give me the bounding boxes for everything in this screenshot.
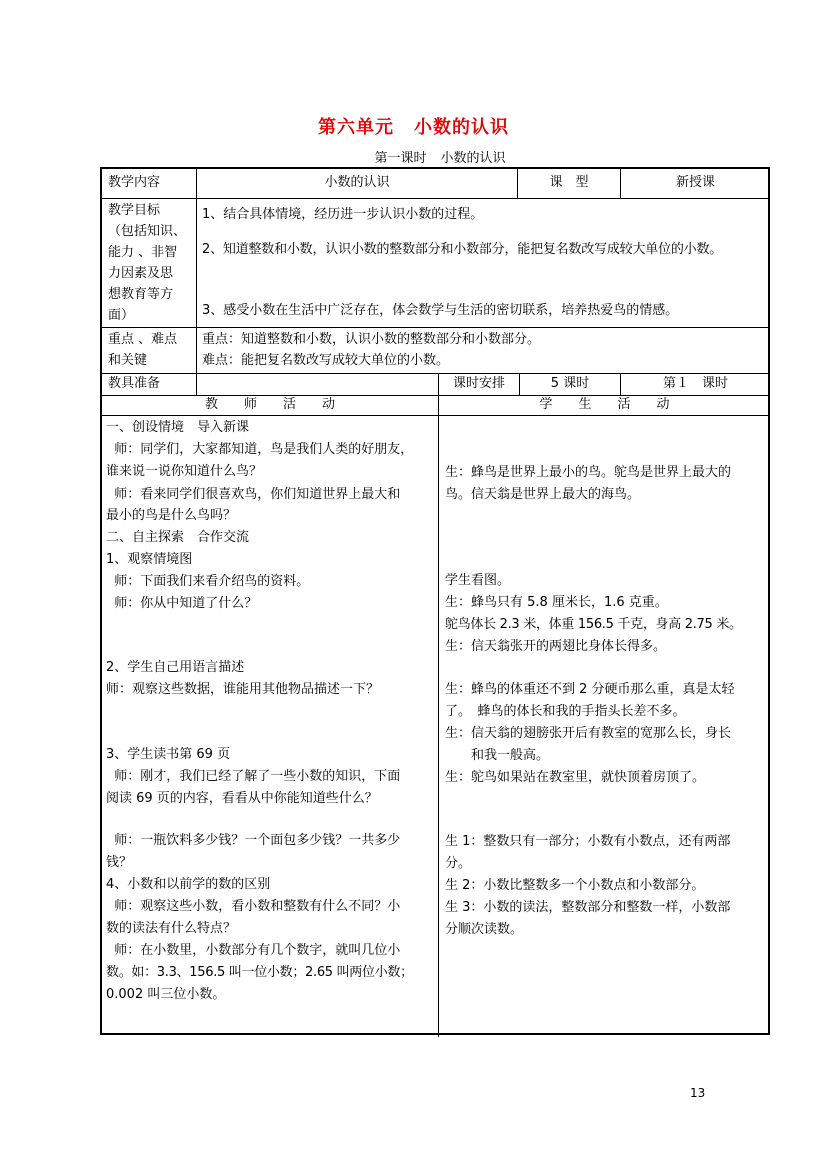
lesson-name: 小数的认识 (440, 151, 506, 166)
type-value: 新授课 (675, 175, 715, 190)
teacher-line: 师：你从中知道了什么？ (106, 596, 258, 611)
teacher-line: 钱？ (106, 855, 133, 870)
col-divider (196, 373, 197, 395)
objective-item: 2、知道整数和小数，认识小数的整数部分和小数部分，能把复名数改写成较大单位的小数。 (202, 242, 723, 257)
student-line: 鸵鸟体长 2.3 米，体重 156.5 千克，身高 2.75 米。 (445, 617, 742, 632)
student-line: 了。 蜂鸟的体长和我的手指头长差不多。 (445, 704, 686, 719)
teacher-line: 一、创设情境 导入新课 (106, 420, 250, 435)
student-line: 生 3：小数的读法，整数部分和整数一样，小数部 (445, 900, 731, 915)
teacher-line: 1、观察情境图 (106, 552, 193, 567)
teacher-line: 谁来说一说你知道什么鸟？ (106, 464, 263, 479)
student-line: 生：鸵鸟如果站在教室里，就快顶着房顶了。 (445, 770, 706, 785)
student-line: 生 2：小数比整数多一个小数点和小数部分。 (445, 878, 705, 893)
student-activity-header: 学 生 活 动 (539, 397, 670, 412)
current-hour: 第１ 课时 (662, 376, 728, 391)
teacher-line: 师：下面我们来看介绍鸟的资料。 (106, 574, 310, 589)
objectives-label (108, 200, 186, 326)
teacher-line: 2、学生自己用语言描述 (106, 660, 245, 675)
student-line: 生 1：整数只有一部分；小数有小数点，还有两部 (445, 834, 731, 849)
page-number: 13 (690, 1086, 706, 1100)
content-value: 小数的认识 (324, 175, 390, 190)
objective-item: 3、感受小数在生活中广泛存在，体会数学与生活的密切联系，培养热爱鸟的情感。 (202, 303, 679, 318)
schedule-label: 课时安排 (452, 376, 505, 391)
teacher-line: 师：在小数里，小数部分有几个数字，就叫几位小 (106, 943, 401, 958)
student-line: 生：信天翁的翅膀张开后有教室的宽那么长，身长 (445, 726, 732, 741)
teacher-line: 3、学生读书第 69 页 (106, 747, 231, 762)
student-line: 生：信天翁张开的两翅比身体长得多。 (445, 639, 667, 654)
keypoint-line: 难点：能把复名数改写成较大单位的小数。 (202, 353, 450, 368)
teacher-line: 师：观察这些数据，谁能用其他物品描述一下？ (106, 682, 380, 697)
student-line: 生：蜂鸟是世界上最小的鸟。鸵鸟是世界上最大的 (445, 465, 732, 480)
teacher-line: 师：看来同学们很喜欢鸟，你们知道世界上最大和 (106, 487, 401, 502)
teacher-line: 数。如：3.3、156.5 叫一位小数；2.65 叫两位小数； (106, 965, 413, 980)
unit-title (0, 113, 827, 139)
student-line: 和我一般高。 (445, 748, 550, 763)
hours-value: 5 课时 (550, 376, 590, 391)
lesson-plan-table (100, 167, 770, 1035)
teacher-line: 二、自主探索 合作交流 (106, 530, 250, 545)
type-label: 课 型 (549, 175, 589, 190)
unit-label: 第六单元 (318, 117, 394, 138)
teacher-line: 师：同学们，大家都知道，鸟是我们人类的好朋友， (106, 442, 414, 457)
col-divider (438, 373, 439, 1037)
teacher-line: 4、小数和以前学的数的区别 (106, 877, 271, 892)
objectives-label-line: 力因素及思 (108, 266, 174, 281)
student-line: 鸟。信天翁是世界上最大的海鸟。 (445, 487, 641, 502)
student-line: 分。 (445, 856, 472, 871)
student-line: 分顺次读数。 (445, 922, 524, 937)
col-divider (196, 198, 197, 395)
objectives-label-line: （包括知识、 (108, 224, 187, 239)
teacher-line: 0.002 叫三位小数。 (106, 987, 226, 1002)
content-label: 教学内容 (108, 175, 161, 190)
keypoints-label-line: 重点 、难点 (108, 332, 178, 347)
unit-topic: 小数的认识 (414, 117, 509, 138)
teacher-line: 师：刚才，我们已经了解了一些小数的知识，下面 (106, 769, 401, 784)
objectives-label-line: 面） (108, 308, 135, 323)
teacher-line: 阅读 69 页的内容，看看从中你能知道些什么？ (106, 791, 378, 806)
objectives-label-line: 能力 、非智 (108, 245, 178, 260)
teacher-line: 最小的鸟是什么鸟吗？ (106, 508, 237, 523)
teacher-activity-header: 教 师 活 动 (204, 397, 335, 412)
student-line: 生：蜂鸟只有 5.8 厘米长，1.6 克重。 (445, 595, 668, 610)
objective-item: 1、结合具体情境，经历进一步认识小数的过程。 (202, 207, 484, 222)
row-divider (102, 198, 768, 199)
lesson-period: 第一课时 (374, 151, 427, 166)
row-divider (102, 327, 768, 328)
keypoint-line: 重点：知道整数和小数，认识小数的整数部分和小数部分。 (202, 332, 541, 347)
teacher-line: 数的读法有什么特点？ (106, 921, 237, 936)
teacher-line: 师：观察这些小数，看小数和整数有什么不同？小 (106, 899, 401, 914)
teacher-line: 师：一瓶饮料多少钱？一个面包多少钱？一共多少 (106, 833, 401, 848)
lesson-subtitle (0, 147, 827, 166)
student-line: 生：蜂鸟的体重还不到 2 分硬币那么重，真是太轻 (445, 682, 735, 697)
objectives-label-line: 教学目标 (108, 203, 161, 218)
objectives-label-line: 想教育等方 (108, 287, 174, 302)
keypoints-label-line: 和关键 (108, 353, 148, 368)
student-line: 学生看图。 (445, 573, 511, 588)
tools-label: 教具准备 (108, 376, 161, 391)
keypoints-label (108, 329, 177, 371)
